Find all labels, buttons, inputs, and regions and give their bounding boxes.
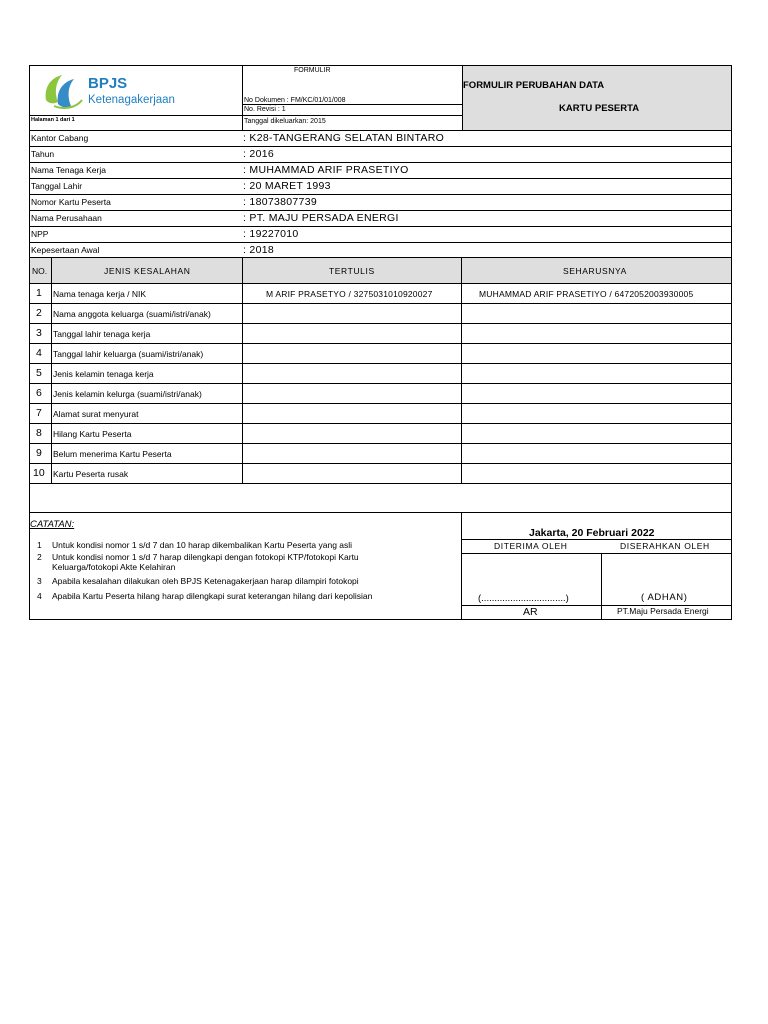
row-number: 3 <box>36 327 42 339</box>
catatan-text: Apabila kesalahan dilakukan oleh BPJS Ketenagakerjaan harap dilampiri fotokopi <box>52 576 359 586</box>
form-title: FORMULIR PERUBAHAN DATA <box>463 80 605 91</box>
row-number: 10 <box>33 467 45 479</box>
catatan-text: Apabila Kartu Peserta hilang harap dilengkapi surat keterangan hilang dari kepolisian <box>52 591 373 601</box>
row-number: 2 <box>36 307 42 319</box>
row-jenis: Nama anggota keluarga (suami/istri/anak) <box>53 309 211 319</box>
info-label: Tahun <box>31 149 55 159</box>
row-jenis: Jenis kelamin tenaga kerja <box>53 369 154 379</box>
formulir-label: FORMULIR <box>294 67 331 74</box>
row-jenis: Nama tenaga kerja / NIK <box>53 289 147 299</box>
row-tertulis: M ARIF PRASETYO / 3275031010920027 <box>266 289 433 299</box>
row-number: 5 <box>36 367 42 379</box>
row-jenis: Tanggal lahir keluarga (suami/istri/anak) <box>53 349 204 359</box>
row-seharusnya: MUHAMMAD ARIF PRASETIYO / 6472052003930005 <box>479 289 694 299</box>
row-number: 4 <box>36 347 42 359</box>
logo-sub: Ketenagakerjaan <box>88 94 175 106</box>
handed-name: ( ADHAN) <box>641 592 688 603</box>
handed-org: PT.Maju Persada Energi <box>617 606 709 616</box>
col-header-no: NO. <box>32 266 48 276</box>
info-label: Kepesertaan Awal <box>31 245 100 255</box>
info-label: Nomor Kartu Peserta <box>31 197 111 207</box>
catatan-number: 1 <box>37 540 42 550</box>
info-value: : 19227010 <box>243 228 299 240</box>
row-number: 6 <box>36 387 42 399</box>
info-label: Tanggal Lahir <box>31 181 83 191</box>
info-value: : 2018 <box>243 244 274 256</box>
row-jenis: Tanggal lahir tenaga kerja <box>53 329 151 339</box>
col-header-seharusnya: SEHARUSNYA <box>563 266 627 276</box>
col-header-jenis: JENIS KESALAHAN <box>104 266 191 276</box>
catatan-number: 2 <box>37 552 42 562</box>
page-info: Halaman 1 dari 1 <box>31 117 75 123</box>
received-label: DITERIMA OLEH <box>494 541 568 551</box>
info-value: : 20 MARET 1993 <box>243 180 331 192</box>
place-date: Jakarta, 20 Februari 2022 <box>529 527 655 539</box>
info-value: : MUHAMMAD ARIF PRASETIYO <box>243 164 409 176</box>
info-value: : 2016 <box>243 148 274 160</box>
bpjs-logo <box>40 70 190 112</box>
received-signature: (................................) <box>478 593 569 604</box>
row-jenis: Kartu Peserta rusak <box>53 469 129 479</box>
catatan-number: 4 <box>37 591 42 601</box>
catatan-title: CATATAN: <box>30 519 75 530</box>
logo-brand: BPJS <box>88 75 128 92</box>
catatan-text: Untuk kondisi nomor 1 s/d 7 dan 10 harap dikembalikan Kartu Peserta yang asli <box>52 540 353 550</box>
row-jenis: Hilang Kartu Peserta <box>53 429 132 439</box>
catatan-text: Keluarga/fotokopi Akte Kelahiran <box>52 562 176 572</box>
form-subtitle: KARTU PESERTA <box>559 103 640 114</box>
row-number: 7 <box>36 407 42 419</box>
received-by: AR <box>523 606 538 618</box>
info-value: : 18073807739 <box>243 196 317 208</box>
handed-label: DISERAHKAN OLEH <box>620 541 710 551</box>
col-header-tertulis: TERTULIS <box>329 266 375 276</box>
info-value: : PT. MAJU PERSADA ENERGI <box>243 212 399 224</box>
revision-number: No. Revisi : 1 <box>244 106 286 113</box>
row-jenis: Belum menerima Kartu Peserta <box>53 449 172 459</box>
row-number: 8 <box>36 427 42 439</box>
info-value: : K28-TANGERANG SELATAN BINTARO <box>243 132 445 144</box>
row-number: 9 <box>36 447 42 459</box>
info-label: Kantor Cabang <box>31 133 89 143</box>
row-jenis: Alamat surat menyurat <box>53 409 139 419</box>
issued-date: Tanggal dikeluarkan: 2015 <box>244 118 326 125</box>
row-number: 1 <box>36 287 42 299</box>
doc-number: No Dokumen : FM/KC/01/01/008 <box>244 97 346 104</box>
info-label: NPP <box>31 229 49 239</box>
catatan-text: Untuk kondisi nomor 1 s/d 7 harap dilengkapi dengan fotokopi KTP/fotokopi Kartu <box>52 552 359 562</box>
info-label: Nama Tenaga Kerja <box>31 165 106 175</box>
title-shade <box>462 66 731 131</box>
info-label: Nama Perusahaan <box>31 213 102 223</box>
row-jenis: Jenis kelamin kelurga (suami/istri/anak) <box>53 389 202 399</box>
bpjs-leaf-icon <box>40 70 86 112</box>
catatan-number: 3 <box>37 576 42 586</box>
